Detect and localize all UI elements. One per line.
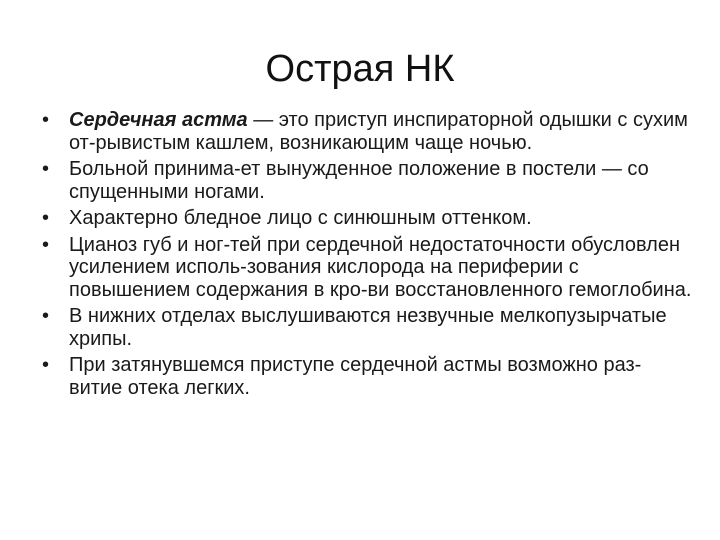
bullet-list: [42, 109, 692, 403]
bullet-icon: •: [42, 233, 50, 256]
bullet-term: Сердечная астма: [69, 109, 248, 131]
bullet-text: В нижних отделах выслушиваются незвучные мелкопузырчатые хрипы.: [69, 305, 667, 350]
bullet-item-pulmonary-edema: [42, 354, 692, 399]
bullet-item-forced-position: [42, 158, 692, 203]
bullet-text: — это приступ инспираторной одышки с сухим от-рывистым кашлем, возникающим чаще ночью.: [69, 109, 688, 154]
bullet-icon: •: [42, 109, 50, 131]
bullet-text: Характерно бледное лицо с синюшным оттенком.: [69, 207, 532, 229]
bullet-icon: •: [42, 305, 50, 327]
slide-title: Острая НК: [265, 48, 455, 90]
bullet-item-rales: [42, 305, 692, 350]
bullet-text: При затянувшемся приступе сердечной астмы возможно раз-витие отека легких.: [69, 354, 642, 399]
bullet-text: Цианоз губ и ног-тей при сердечной недостаточности обусловлен усилением исполь-зования кислорода на периферии с повышением содержания в кро-ви восстановленного гемоглобина.: [69, 233, 692, 301]
bullet-item-pale-face: [42, 207, 692, 230]
bullet-icon: •: [42, 354, 50, 376]
bullet-item-cyanosis: [42, 234, 692, 302]
bullet-item-cardiac-asthma: [42, 109, 692, 154]
bullet-icon: •: [42, 158, 50, 180]
bullet-icon: •: [42, 207, 50, 229]
bullet-text: Больной принима-ет вынужденное положение в постели — со спущенными ногами.: [69, 158, 649, 203]
